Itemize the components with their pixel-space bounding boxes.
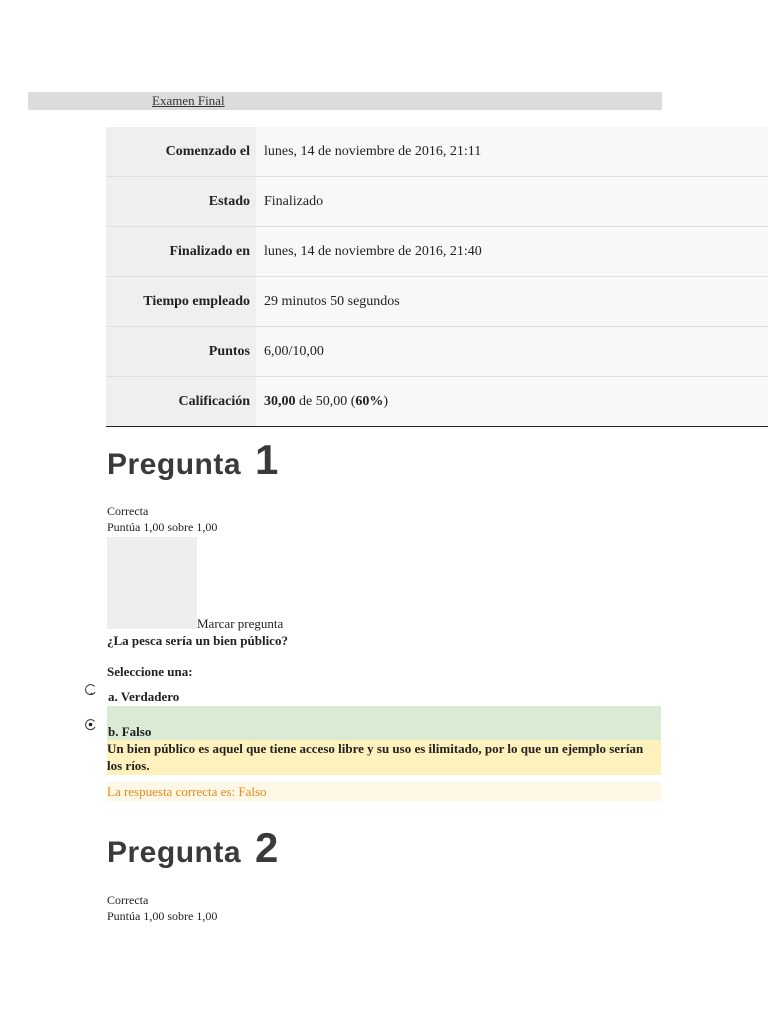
flag-question-link[interactable]: Marcar pregunta	[197, 616, 284, 631]
question-status: Correcta	[107, 504, 149, 518]
summary-row-points	[106, 327, 768, 377]
correct-answer-text: La respuesta correcta es: Falso	[107, 782, 661, 801]
question-heading-word: Pregunta	[107, 448, 242, 481]
summary-value: Finalizado	[256, 177, 768, 226]
answer-feedback: Un bien público es aquel que tiene acceso libre y su uso es ilimitado, por lo que un ejemplo serían los ríos.	[107, 740, 661, 775]
grade-percent: 60%	[355, 394, 384, 409]
question-number: 1	[255, 436, 279, 483]
summary-label: Puntos	[106, 327, 256, 376]
question-score: Puntúa 1,00 sobre 1,00	[107, 520, 218, 534]
summary-label: Estado	[106, 177, 256, 226]
question-info	[107, 503, 217, 535]
summary-value: lunes, 14 de noviembre de 2016, 21:11	[256, 127, 768, 176]
summary-row-state	[106, 177, 768, 227]
grade-middle: de 50,00 (	[295, 394, 356, 409]
summary-value: 29 minutos 50 segundos	[256, 277, 768, 326]
summary-label: Comenzado el	[106, 127, 256, 176]
question-heading-word: Pregunta	[107, 836, 242, 869]
breadcrumb	[28, 92, 662, 110]
answer-option-b-row[interactable]	[107, 706, 661, 741]
breadcrumb-link-exam[interactable]: Examen Final	[152, 93, 225, 108]
question-text: ¿La pesca sería un bien público?	[107, 633, 288, 648]
question-heading	[107, 436, 278, 484]
summary-label: Finalizado en	[106, 227, 256, 276]
summary-row-started	[106, 127, 768, 177]
summary-row-grade	[106, 377, 768, 427]
quiz-summary-table	[106, 127, 768, 427]
question-number: 2	[255, 824, 279, 871]
answer-option-b[interactable]: b. Falso	[108, 724, 152, 739]
summary-value-grade	[256, 377, 768, 426]
radio-checked-icon[interactable]	[85, 719, 97, 731]
summary-label: Tiempo empleado	[106, 277, 256, 326]
grade-end: )	[383, 394, 389, 409]
question-heading	[107, 824, 278, 872]
summary-value: lunes, 14 de noviembre de 2016, 21:40	[256, 227, 768, 276]
summary-row-finished	[106, 227, 768, 277]
summary-row-time	[106, 277, 768, 327]
question-score: Puntúa 1,00 sobre 1,00	[107, 909, 218, 923]
question-status: Correcta	[107, 893, 149, 907]
radio-unchecked-icon[interactable]	[85, 684, 97, 696]
question-info	[107, 892, 217, 924]
summary-value: 6,00/10,00	[256, 327, 768, 376]
summary-label: Calificación	[106, 377, 256, 426]
select-prompt: Seleccione una:	[107, 664, 193, 679]
answer-option-a[interactable]: a. Verdadero	[108, 689, 180, 704]
grade-score: 30,00	[264, 394, 296, 409]
flag-question-area[interactable]	[107, 537, 197, 629]
